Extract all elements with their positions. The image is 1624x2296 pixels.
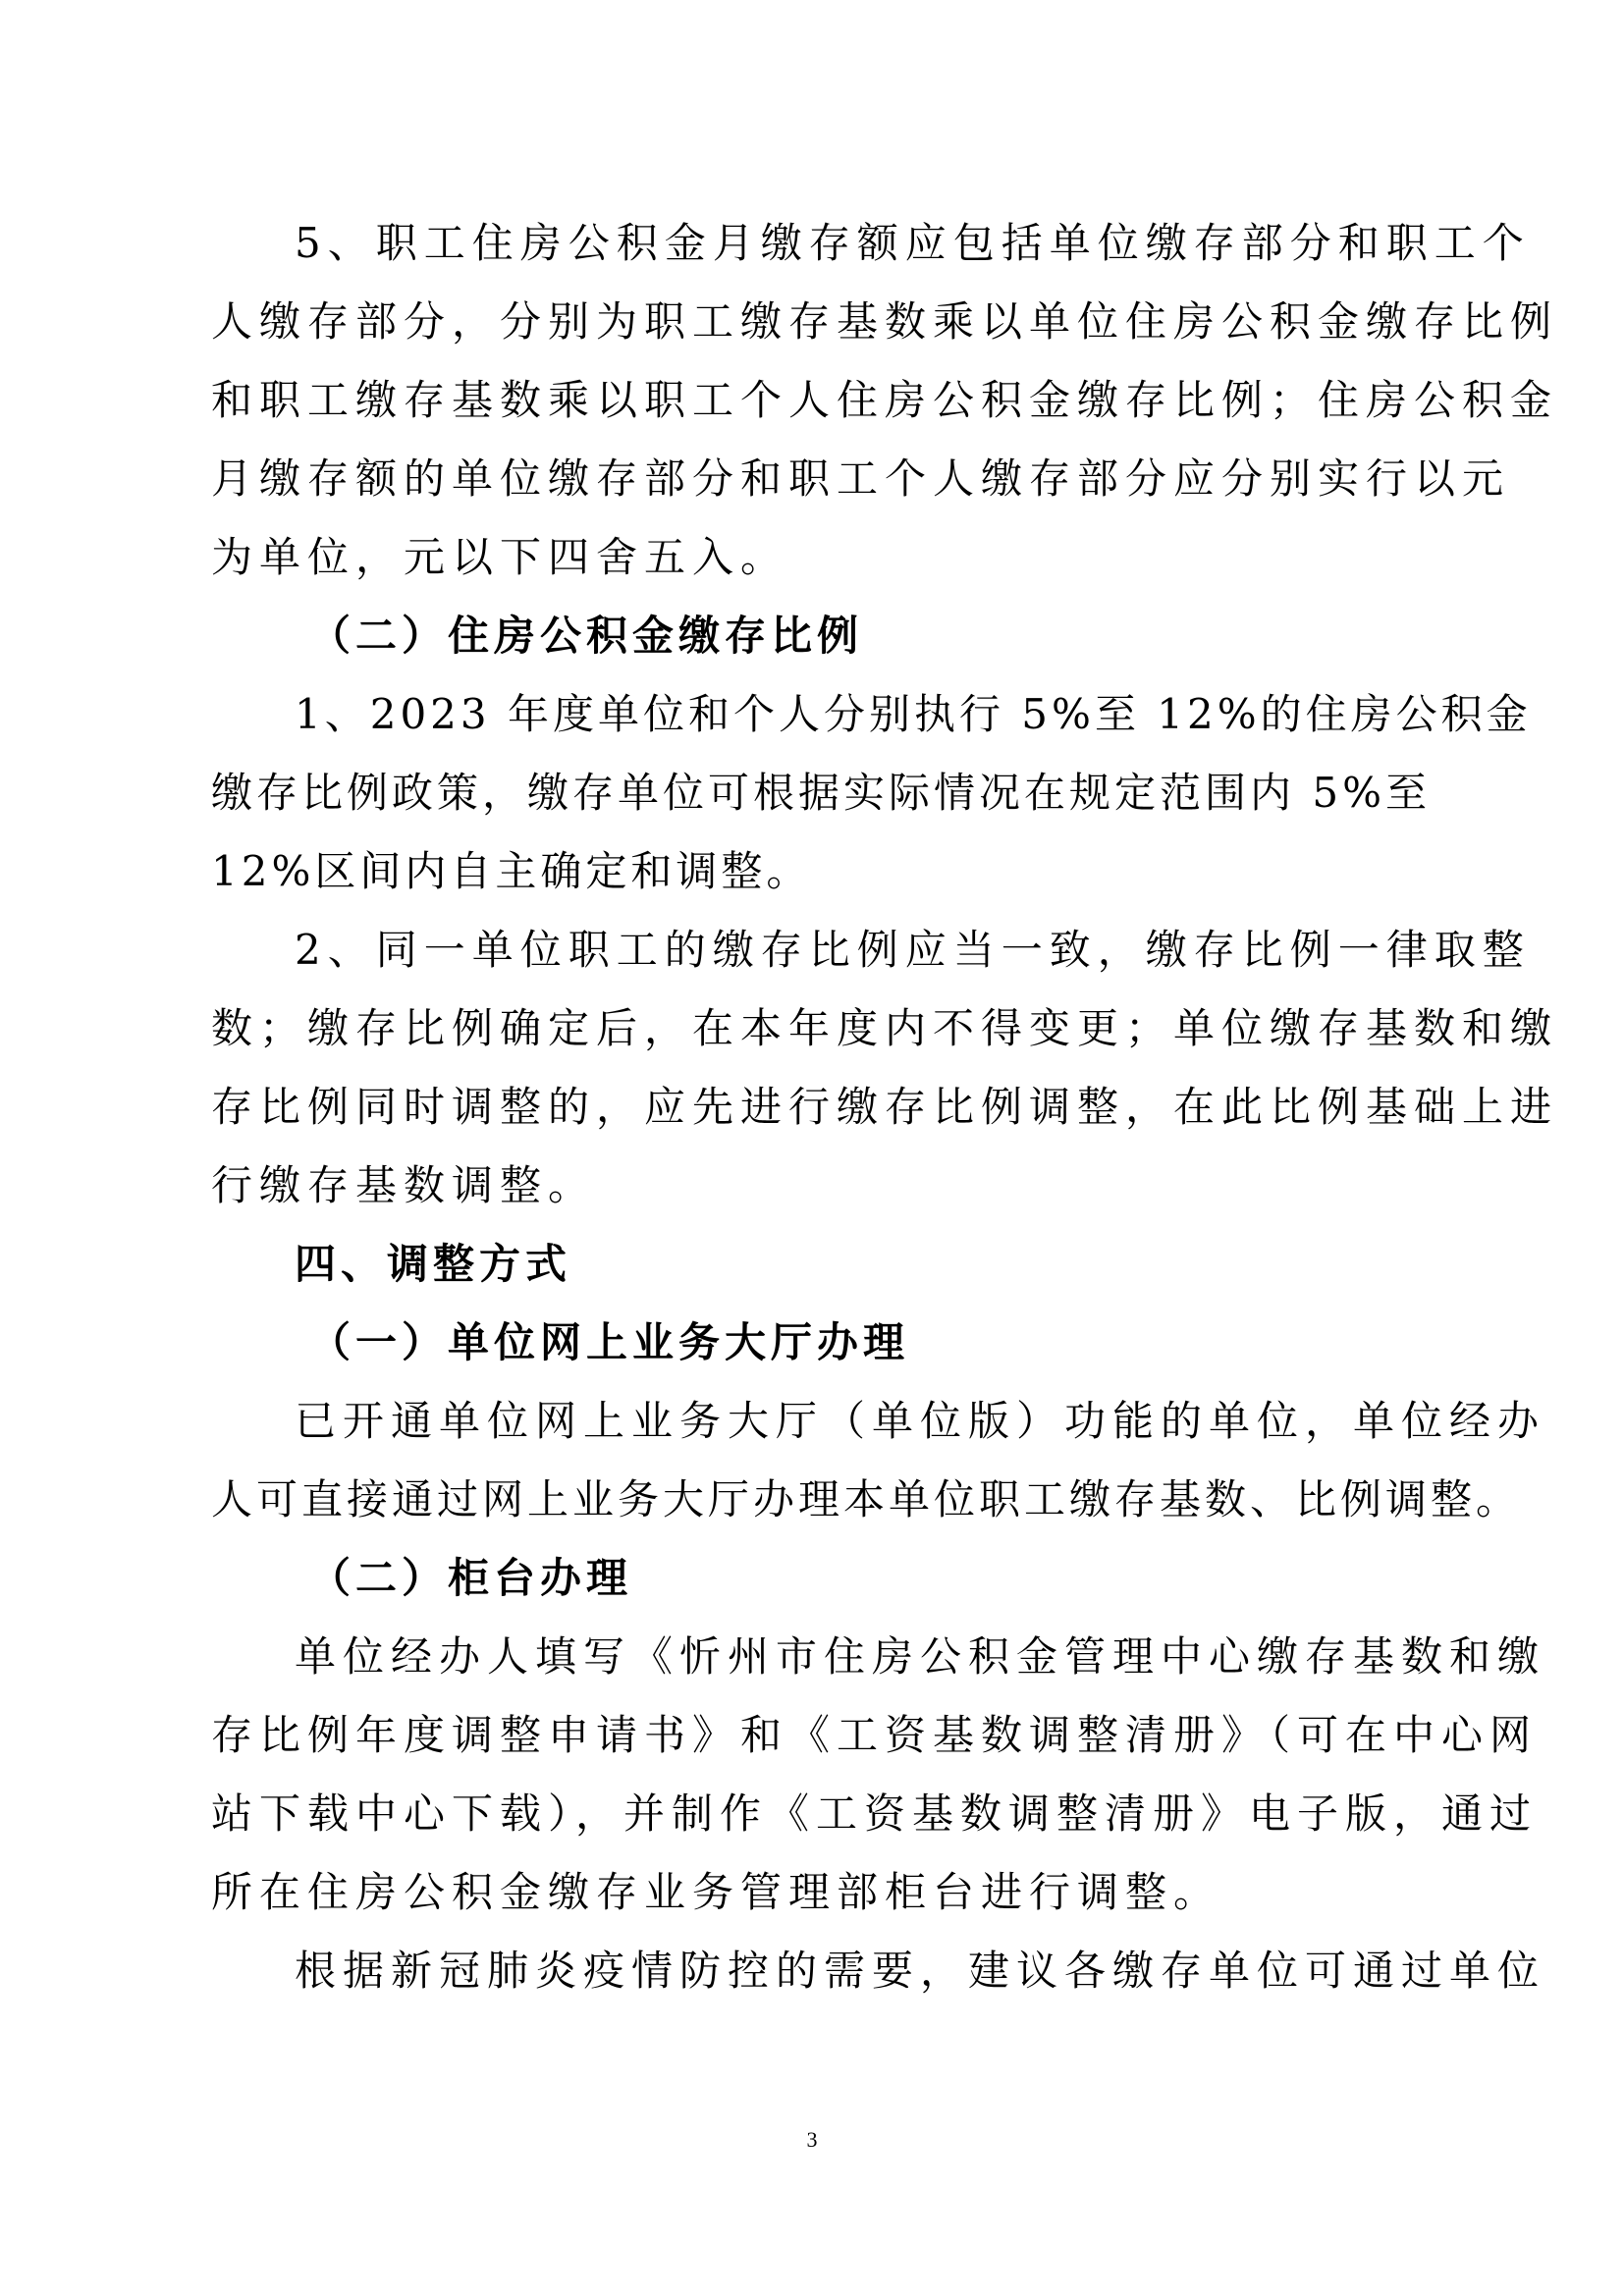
paragraph-line: 站下载中心下载），并制作《工资基数调整清册》电子版，通过 (211, 1789, 1539, 1838)
paragraph-line: 2、同一单位职工的缴存比例应当一致，缴存比例一律取整 (295, 926, 1531, 974)
section-heading: （一）单位网上业务大厅办理 (309, 1318, 910, 1366)
paragraph-line: 12%区间内自主确定和调整。 (211, 847, 812, 895)
paragraph-line: 月缴存额的单位缴存部分和职工个人缴存部分应分别实行以元 (211, 454, 1511, 503)
paragraph-line: 和职工缴存基数乘以职工个人住房公积金缴存比例；住房公积金 (211, 376, 1559, 424)
paragraph-line: 为单位，元以下四舍五入。 (211, 533, 789, 581)
section-heading: 四、调整方式 (295, 1240, 572, 1288)
paragraph-line: 已开通单位网上业务大厅（单位版）功能的单位，单位经办 (295, 1397, 1546, 1445)
paragraph-line: 存比例同时调整的，应先进行缴存比例调整，在此比例基础上进 (211, 1083, 1559, 1131)
paragraph-line: 存比例年度调整申请书》和《工资基数调整清册》（可在中心网 (211, 1711, 1539, 1759)
section-heading: （二）住房公积金缴存比例 (309, 612, 864, 660)
page-number: 3 (806, 2127, 818, 2152)
paragraph-line: 1、2023 年度单位和个人分别执行 5%至 12%的住房公积金 (295, 690, 1532, 738)
section-heading: （二）柜台办理 (309, 1554, 633, 1602)
paragraph-line: 单位经办人填写《忻州市住房公积金管理中心缴存基数和缴 (295, 1632, 1546, 1681)
paragraph-line: 根据新冠肺炎疫情防控的需要，建议各缴存单位可通过单位 (295, 1947, 1546, 1995)
paragraph-line: 行缴存基数调整。 (211, 1161, 597, 1209)
paragraph-line: 5、职工住房公积金月缴存额应包括单位缴存部分和职工个 (295, 219, 1531, 267)
paragraph-line: 缴存比例政策，缴存单位可根据实际情况在规定范围内 5%至 (211, 769, 1431, 817)
paragraph-line: 人可直接通过网上业务大厅办理本单位职工缴存基数、比例调整。 (211, 1475, 1522, 1523)
paragraph-line: 数；缴存比例确定后，在本年度内不得变更；单位缴存基数和缴 (211, 1004, 1559, 1052)
paragraph-line: 人缴存部分，分别为职工缴存基数乘以单位住房公积金缴存比例 (211, 297, 1559, 346)
paragraph-line: 所在住房公积金缴存业务管理部柜台进行调整。 (211, 1868, 1222, 1916)
